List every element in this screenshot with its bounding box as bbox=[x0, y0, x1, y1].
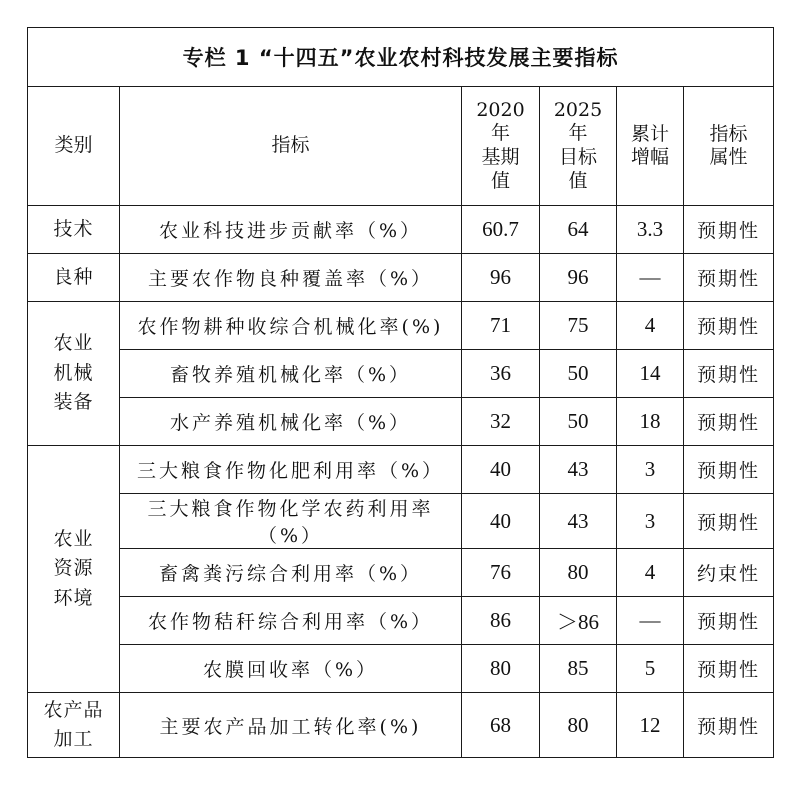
target-value-cell: 43 bbox=[540, 446, 617, 494]
base-value-cell: 32 bbox=[462, 398, 540, 446]
header-row bbox=[28, 87, 774, 206]
growth-value-cell: — bbox=[617, 254, 684, 302]
target-value-cell: 80 bbox=[540, 693, 617, 758]
header-growth bbox=[617, 87, 684, 206]
header-growth-line: 增幅 bbox=[630, 146, 669, 168]
base-value-cell: 36 bbox=[462, 350, 540, 398]
indicator-cell: 畜牧养殖机械化率（%） bbox=[120, 350, 462, 398]
attribute-cell: 预期性 bbox=[684, 446, 774, 494]
table-row bbox=[28, 494, 774, 549]
header-target-line: 目标 bbox=[558, 146, 597, 168]
category-cell bbox=[28, 206, 120, 254]
growth-value-cell: 3 bbox=[617, 494, 684, 549]
header-base-line: 2020 bbox=[476, 98, 525, 121]
attribute-cell: 预期性 bbox=[684, 398, 774, 446]
growth-value-cell: 4 bbox=[617, 549, 684, 597]
growth-value-cell: 5 bbox=[617, 645, 684, 693]
header-target-line: 2025 bbox=[553, 98, 603, 121]
target-value-cell: 75 bbox=[540, 302, 617, 350]
indicator-cell: 农膜回收率（%） bbox=[120, 645, 462, 693]
indicator-cell: 农作物秸秆综合利用率（%） bbox=[120, 597, 462, 645]
target-value-cell: 80 bbox=[540, 549, 617, 597]
table-row bbox=[28, 206, 774, 254]
category-line: 资源 bbox=[53, 557, 94, 580]
base-value-cell: 40 bbox=[462, 494, 540, 549]
category-line: 农业 bbox=[53, 332, 94, 355]
table-title: 专栏 1 “十四五”农业农村科技发展主要指标 bbox=[28, 28, 774, 87]
base-value-cell: 86 bbox=[462, 597, 540, 645]
attribute-cell: 预期性 bbox=[684, 302, 774, 350]
table-row bbox=[28, 254, 774, 302]
table-row bbox=[28, 549, 774, 597]
table-row bbox=[28, 693, 774, 758]
target-value-cell: 85 bbox=[540, 645, 617, 693]
category-line: 农业 bbox=[53, 527, 94, 550]
indicator-cell: 主要农作物良种覆盖率（%） bbox=[120, 254, 462, 302]
table-row bbox=[28, 398, 774, 446]
target-value-cell: 96 bbox=[540, 254, 617, 302]
table-row bbox=[28, 645, 774, 693]
category-line: 技术 bbox=[53, 217, 94, 240]
table-row bbox=[28, 446, 774, 494]
category-line: 良种 bbox=[53, 265, 94, 288]
header-target-line: 值 bbox=[568, 169, 588, 192]
base-value-cell: 80 bbox=[462, 645, 540, 693]
indicator-cell: 农业科技进步贡献率（%） bbox=[120, 206, 462, 254]
indicator-table bbox=[27, 27, 774, 758]
category-cell bbox=[28, 254, 120, 302]
base-value-cell: 68 bbox=[462, 693, 540, 758]
attribute-cell: 预期性 bbox=[684, 206, 774, 254]
attribute-cell: 预期性 bbox=[684, 254, 774, 302]
category-cell bbox=[28, 693, 120, 758]
growth-value-cell: 18 bbox=[617, 398, 684, 446]
category-line: 农产品 bbox=[43, 698, 104, 721]
header-base-line: 值 bbox=[490, 169, 510, 192]
base-value-cell: 40 bbox=[462, 446, 540, 494]
target-value-cell: 43 bbox=[540, 494, 617, 549]
base-value-cell: 71 bbox=[462, 302, 540, 350]
indicator-cell: 三大粮食作物化学农药利用率（%） bbox=[120, 494, 462, 549]
base-value-cell: 76 bbox=[462, 549, 540, 597]
indicator-cell: 三大粮食作物化肥利用率（%） bbox=[120, 446, 462, 494]
table-row bbox=[28, 350, 774, 398]
category-line: 加工 bbox=[53, 728, 94, 750]
header-indicator: 指标 bbox=[120, 87, 462, 206]
attribute-cell: 预期性 bbox=[684, 645, 774, 693]
growth-value-cell: 14 bbox=[617, 350, 684, 398]
table-row bbox=[28, 302, 774, 350]
header-base-line: 年 bbox=[490, 122, 510, 145]
base-value-cell: 96 bbox=[462, 254, 540, 302]
category-cell bbox=[28, 446, 120, 693]
attribute-cell: 预期性 bbox=[684, 494, 774, 549]
indicator-cell: 畜禽粪污综合利用率（%） bbox=[120, 549, 462, 597]
growth-value-cell: — bbox=[617, 597, 684, 645]
table-row bbox=[28, 597, 774, 645]
attribute-cell: 预期性 bbox=[684, 597, 774, 645]
growth-value-cell: 3 bbox=[617, 446, 684, 494]
header-category: 类别 bbox=[28, 87, 120, 206]
header-base-2020 bbox=[462, 87, 540, 206]
growth-value-cell: 12 bbox=[617, 693, 684, 758]
header-target-2025 bbox=[540, 87, 617, 206]
category-line: 机械 bbox=[53, 361, 94, 384]
attribute-cell: 预期性 bbox=[684, 350, 774, 398]
base-value-cell: 60.7 bbox=[462, 206, 540, 254]
target-value-cell: 64 bbox=[540, 206, 617, 254]
indicator-cell: 农作物耕种收综合机械化率(%) bbox=[120, 302, 462, 350]
indicator-table-frame bbox=[27, 27, 773, 758]
indicator-cell: 水产养殖机械化率（%） bbox=[120, 398, 462, 446]
target-value-cell: 50 bbox=[540, 350, 617, 398]
category-cell bbox=[28, 302, 120, 446]
indicator-cell: 主要农产品加工转化率(%) bbox=[120, 693, 462, 758]
category-line: 装备 bbox=[53, 391, 94, 414]
header-attribute bbox=[684, 87, 774, 206]
attribute-cell: 约束性 bbox=[684, 549, 774, 597]
header-base-line: 基期 bbox=[481, 146, 520, 168]
category-line: 环境 bbox=[53, 586, 94, 609]
target-value-cell: 50 bbox=[540, 398, 617, 446]
growth-value-cell: 4 bbox=[617, 302, 684, 350]
header-growth-line: 累计 bbox=[630, 122, 669, 145]
attribute-cell: 预期性 bbox=[684, 693, 774, 758]
header-attribute-line: 属性 bbox=[709, 146, 748, 168]
target-value-cell: ＞86 bbox=[540, 597, 617, 645]
header-target-line: 年 bbox=[568, 122, 588, 145]
header-attribute-line: 指标 bbox=[709, 122, 748, 145]
growth-value-cell: 3.3 bbox=[617, 206, 684, 254]
